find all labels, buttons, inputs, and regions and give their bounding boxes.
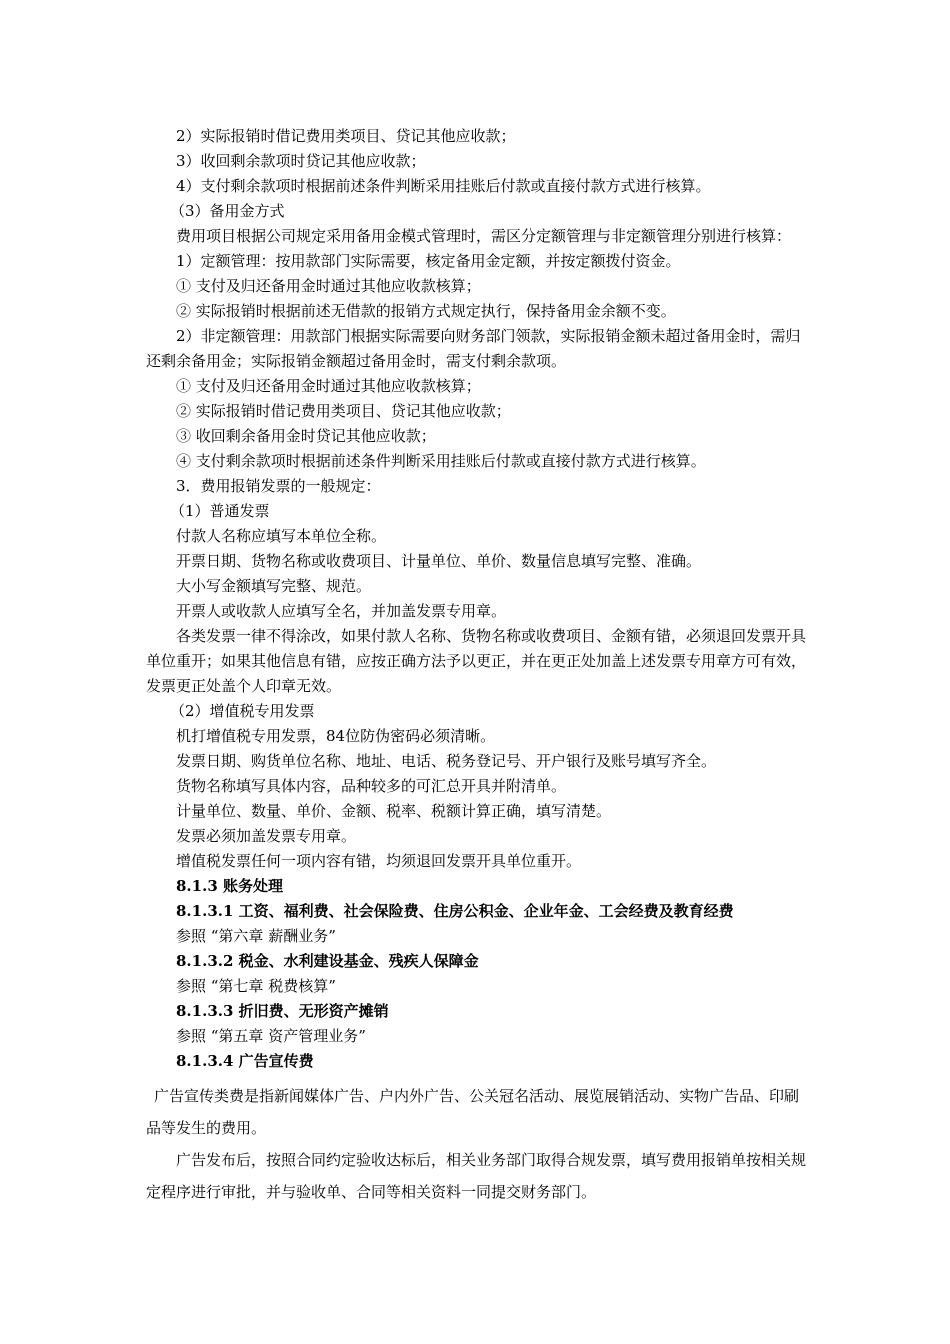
paragraph: 增值税发票任何一项内容有错，均须退回发票开具单位重开。 xyxy=(176,852,582,870)
paragraph: 参照 “第五章 资产管理业务” xyxy=(176,1027,366,1045)
paragraph: 参照 “第六章 薪酬业务” xyxy=(176,927,336,945)
paragraph: 广告宣传类费是指新闻媒体广告、户内外广告、公关冠名活动、展览展销活动、实物广告品、印刷品等发生的费用。 xyxy=(146,1087,800,1137)
paragraph: 货物名称填写具体内容，品种较多的可汇总开具并附清单。 xyxy=(176,777,567,795)
paragraph: 各类发票一律不得涂改，如果付款人名称、货物名称或收费项目、金额有错，必须退回发票开具单位重开；如果其他信息有错，应按正确方法予以更正，并在更正处加盖上述发票专用章方可有效，发票更正处盖个人印章无效。 xyxy=(146,627,807,695)
subsection-heading: （2）增值税专用发票 xyxy=(170,702,315,720)
paragraph: 费用项目根据公司规定采用备用金模式管理时，需区分定额管理与非定额管理分别进行核算： xyxy=(176,227,792,245)
paragraph: ① 支付及归还备用金时通过其他应收款核算； xyxy=(176,377,481,395)
paragraph: ③ 收回剩余备用金时贷记其他应收款； xyxy=(176,427,436,445)
subsection-heading: （3）备用金方式 xyxy=(170,202,285,220)
paragraph: 发票必须加盖发票专用章。 xyxy=(176,827,357,845)
section-heading: 8.1.3.1 工资、福利费、社会保险费、住房公积金、企业年金、工会经费及教育经费 xyxy=(176,902,734,920)
paragraph: 发票日期、购货单位名称、地址、电话、税务登记号、开户银行及账号填写齐全。 xyxy=(176,752,717,770)
section-heading: 8.1.3.2 税金、水利建设基金、残疾人保障金 xyxy=(176,952,479,970)
paragraph: 3）收回剩余款项时贷记其他应收款； xyxy=(176,152,426,170)
subsection-heading: （1）普通发票 xyxy=(170,502,270,520)
paragraph: 机打增值税专用发票，84位防伪密码必须清晰。 xyxy=(176,727,496,745)
paragraph: ① 支付及归还备用金时通过其他应收款核算； xyxy=(176,277,481,295)
subsection-heading: 3．费用报销发票的一般规定： xyxy=(176,477,381,495)
paragraph: ④ 支付剩余款项时根据前述条件判断采用挂账后付款或直接付款方式进行核算。 xyxy=(176,452,706,470)
paragraph: 计量单位、数量、单价、金额、税率、税额计算正确，填写清楚。 xyxy=(176,802,612,820)
paragraph: 开票人或收款人应填写全名，并加盖发票专用章。 xyxy=(176,602,507,620)
paragraph: ② 实际报销时根据前述无借款的报销方式规定执行，保持备用金余额不变。 xyxy=(176,302,676,320)
paragraph: ② 实际报销时借记费用类项目、贷记其他应收款； xyxy=(176,402,511,420)
paragraph: 参照 “第七章 税费核算” xyxy=(176,977,336,995)
paragraph: 4）支付剩余款项时根据前述条件判断采用挂账后付款或直接付款方式进行核算。 xyxy=(176,177,711,195)
paragraph: 开票日期、货物名称或收费项目、计量单位、单价、数量信息填写完整、准确。 xyxy=(176,552,702,570)
paragraph: 大小写金额填写完整、规范。 xyxy=(176,577,372,595)
paragraph: 2）非定额管理：用款部门根据实际需要向财务部门领款，实际报销金额未超过备用金时，需归还剩余备用金；实际报销金额超过备用金时，需支付剩余款项。 xyxy=(146,327,801,370)
section-heading: 8.1.3.4 广告宣传费 xyxy=(176,1052,314,1070)
paragraph: 1）定额管理：按用款部门实际需要，核定备用金定额，并按定额拨付资金。 xyxy=(176,252,681,270)
section-heading: 8.1.3.3 折旧费、无形资产摊销 xyxy=(176,1002,389,1020)
section-heading: 8.1.3 账务处理 xyxy=(176,877,283,895)
paragraph: 付款人名称应填写本单位全称。 xyxy=(176,527,387,545)
paragraph: 广告发布后，按照合同约定验收达标后，相关业务部门取得合规发票，填写费用报销单按相关规定程序进行审批，并与验收单、合同等相关资料一同提交财务部门。 xyxy=(146,1151,807,1201)
paragraph: 2）实际报销时借记费用类项目、贷记其他应收款； xyxy=(176,127,516,145)
document-body xyxy=(146,124,806,1208)
